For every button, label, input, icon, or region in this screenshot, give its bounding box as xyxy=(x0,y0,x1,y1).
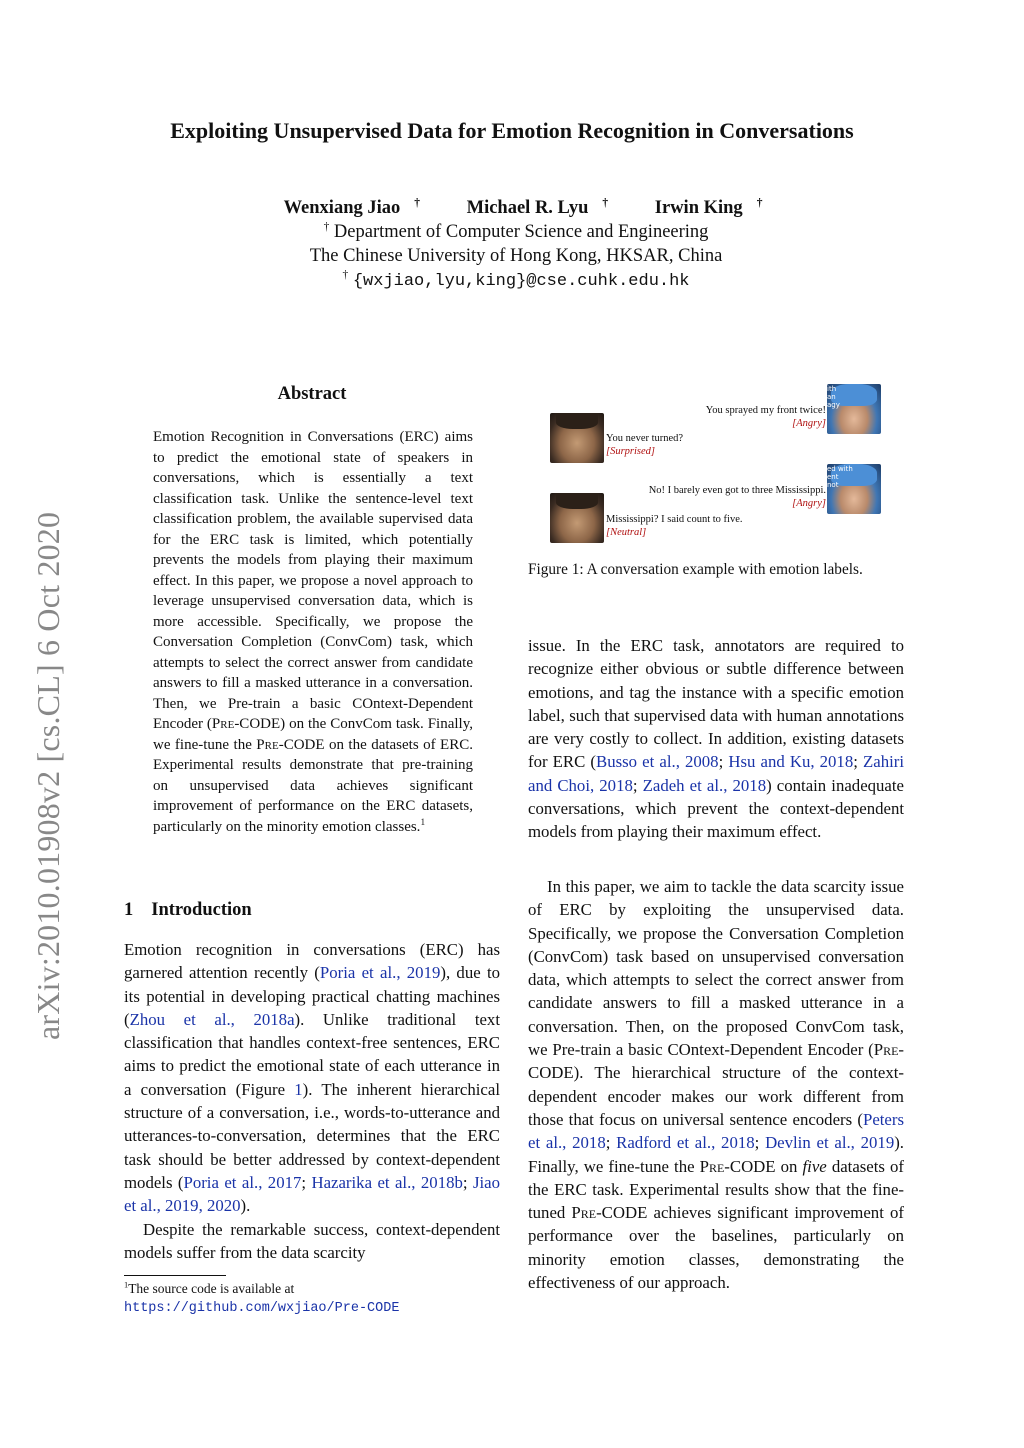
source-code-link[interactable]: https://github.com/wxjiao/Pre-CODE xyxy=(124,1301,400,1316)
right-paragraph-1: issue. In the ERC task, annotators are required to recognize either obvious or subtle difference between emotions, and tag the instance with a specific emotion label, such that supervised data with human annotations are very costly to collect. In addition, existing datasets for ERC (Busso et al., 2008; Hsu and Ku, 2018; Zahiri and Choi, 2018; Zadeh et al., 2018) contain inadequate conversations, which prevent the context-dependent models from playing their maximum effect. xyxy=(528,636,905,842)
utterance-1: You sprayed my front twice! [Angry] xyxy=(705,405,826,429)
author-names: Wenxiang Jiao † Michael R. Lyu † Irwin King † xyxy=(283,196,763,218)
citation-link[interactable]: Zahiri and Choi, 2018 xyxy=(528,752,905,795)
speaker-frame-man xyxy=(550,413,604,463)
figure-1 xyxy=(528,382,906,547)
author-name: Irwin King xyxy=(654,198,743,218)
citation-link[interactable]: Zadeh et al., 2018 xyxy=(642,775,767,795)
utterance-4: Mississippi? I said count to five. [Neutral] xyxy=(606,514,743,538)
arxiv-stamp: arXiv:2010.01908v2 [cs.CL] 6 Oct 2020 xyxy=(30,511,66,1040)
speaker-frame-woman: ed with ent not xyxy=(827,464,881,514)
intro-paragraph-1: Emotion recognition in conversations (ERC) has garnered attention recently (Poria et al., 2019), due to its potential in developing practical chatting machines (Zhou et al., 2018a). Unlike traditional text classification that handles context-free sentences, ERC aims to predict the emotional state of each utterance in a conversation (Figure 1). The inherent hierarchical structure of a conversation, i.e., words-to-utterance and utterances-to-conversation, determines that the ERC task should be better addressed by context-dependent models (Poria et al., 2017; Hazarika et al., 2018b; Jiao et al., 2019, 2020). xyxy=(124,940,501,1216)
affiliation-univ: The Chinese University of Hong Kong, HKSAR, China xyxy=(309,246,723,266)
footnote: $^1$The source code is available at https://github.com/wxjiao/Pre-CODE xyxy=(124,1280,400,1316)
abstract-text: Emotion Recognition in Conversations (ERC) aims to predict the emotional state of speakers in conversations, which is essentially a text classification task. Unlike the sentence-level text classification problem, the available supervised data for the ERC task is limited, which potentially prevents the models from playing their maximum effect. In this paper, we propose a novel approach to leverage unsupervised conversation data, which is more accessible. Specifically, we propose the Conversation Completion (ConvCom) task, which attempts to select the correct answer from candidate answers to fill a masked utterance in a conversation. Then, we Pre-train a basic COntext-Dependent Encoder (Pre-CODE) on the ConvCom task. Finally, we fine-tune the Pre-CODE on the datasets of ERC. Experimental results demonstrate that pre-training on unsupervised data achieves significant improvement of performance on the ERC datasets, particularly on the minority emotion classes.$^1$ xyxy=(153,429,473,835)
author-name: Michael R. Lyu xyxy=(466,198,589,218)
citation-link[interactable]: Peters et al., 2018 xyxy=(528,1109,904,1153)
citation-link[interactable]: Hsu and Ku, 2018 xyxy=(728,752,854,772)
utterance-2: You never turned? [Surprised] xyxy=(606,433,684,457)
figure-ref-link[interactable]: 1 xyxy=(294,1079,303,1099)
citation-link[interactable]: Poria et al., 2017 xyxy=(183,1172,302,1192)
right-paragraph-2: In this paper, we aim to tackle the data scarcity issue of ERC by exploiting the unsupervised data. Specifically, we propose the Conversation Completion (ConvCom) task based on unsupervised conversation data, which attempts to select the correct answer from candidate answers to fill a masked utterance in a conversation. Then, on the proposed ConvCom task, we Pre-train a basic COntext-Dependent Encoder (Pre-CODE). The hierarchical structure of the context-dependent encoder makes our work different from those that focus on universal sentence encoders (Peters et al., 2018; Radford et al., 2018; Devlin et al., 2019). Finally, we fine-tune the Pre-CODE on five datasets of the ERC task. Experimental results show that the fine-tuned Pre-CODE achieves significant improvement of performance over the baselines, particularly on minority emotion classes, demonstrating the effectiveness of our approach. xyxy=(528,877,905,1293)
abstract-heading: Abstract xyxy=(277,384,347,404)
speaker-frame-woman: ith an agy xyxy=(827,384,881,434)
figure-caption: Figure 1: A conversation example with emotion labels. xyxy=(528,561,863,578)
author-email: † {wxjiao,lyu,king}@cse.cuhk.edu.hk xyxy=(342,268,690,291)
intro-paragraph-2: Despite the remarkable success, context-dependent models suffer from the data scarcity xyxy=(124,1220,500,1263)
footnote-rule xyxy=(124,1275,226,1276)
utterance-3: No! I barely even got to three Mississippi. [Angry] xyxy=(648,485,826,509)
citation-link[interactable]: Poria et al., 2019 xyxy=(319,963,441,983)
citation-link[interactable]: Devlin et al., 2019 xyxy=(765,1133,895,1153)
citation-link[interactable]: Busso et al., 2008 xyxy=(596,752,719,772)
paper-title: Exploiting Unsupervised Data for Emotion Recognition in Conversations xyxy=(170,118,854,143)
citation-link[interactable]: Jiao et al., 2019, 2020 xyxy=(124,1172,501,1216)
speaker-frame-man xyxy=(550,493,604,543)
citation-link[interactable]: Radford et al., 2018 xyxy=(616,1133,755,1153)
author-name: Wenxiang Jiao xyxy=(283,198,401,218)
footnote-marker[interactable]: 1 xyxy=(420,817,426,828)
citation-link[interactable]: Hazarika et al., 2018b xyxy=(311,1172,463,1192)
citation-link[interactable]: Zhou et al., 2018a xyxy=(129,1009,295,1029)
author-block xyxy=(0,196,1024,294)
affiliation-dept: † Department of Computer Science and Engineering xyxy=(323,220,709,242)
section-heading: 1 Introduction xyxy=(124,900,252,920)
